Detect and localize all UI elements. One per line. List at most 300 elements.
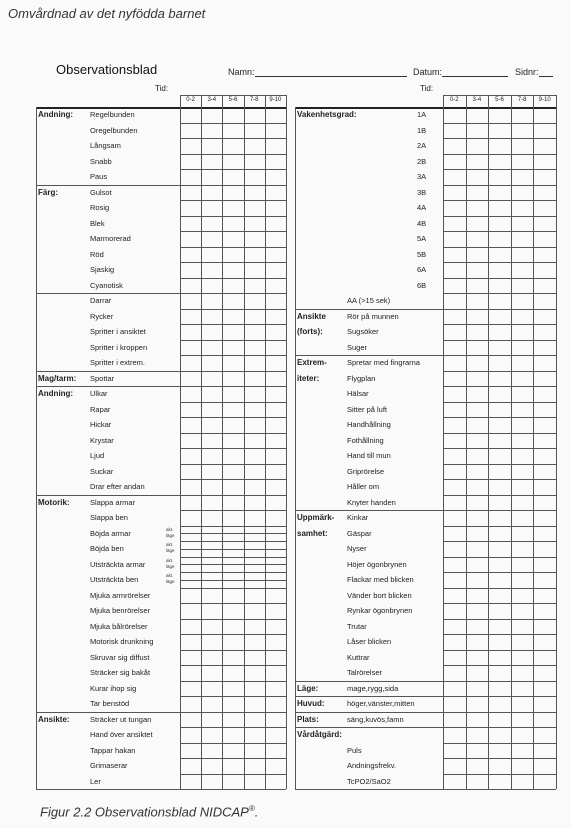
left-check-cell[interactable] <box>202 635 221 649</box>
right-check-cell[interactable] <box>467 387 488 401</box>
left-check-cell[interactable] <box>245 728 264 742</box>
left-check-cell[interactable] <box>266 139 285 153</box>
left-check-cell[interactable] <box>202 108 221 122</box>
left-check-cell[interactable] <box>223 279 242 293</box>
left-check-cell[interactable] <box>245 403 264 417</box>
right-check-cell[interactable] <box>534 155 555 169</box>
left-check-cell[interactable] <box>202 403 221 417</box>
left-check-cell[interactable] <box>266 124 285 138</box>
left-check-cell[interactable] <box>181 294 200 308</box>
left-check-cell[interactable] <box>266 465 285 479</box>
right-check-cell[interactable] <box>444 744 465 758</box>
right-check-cell[interactable] <box>467 279 488 293</box>
right-check-cell[interactable] <box>467 418 488 432</box>
right-check-cell[interactable] <box>534 418 555 432</box>
left-check-cell[interactable] <box>181 403 200 417</box>
left-check-cell[interactable] <box>266 418 285 432</box>
left-check-cell[interactable] <box>223 294 242 308</box>
right-check-cell[interactable] <box>489 620 510 634</box>
left-check-cell[interactable] <box>223 356 242 370</box>
left-check-cell[interactable] <box>202 496 221 510</box>
right-check-cell[interactable] <box>444 759 465 773</box>
left-check-cell[interactable] <box>245 635 264 649</box>
right-check-cell[interactable] <box>444 635 465 649</box>
right-check-cell[interactable] <box>467 527 488 541</box>
left-check-cell[interactable] <box>202 666 221 680</box>
left-check-cell[interactable] <box>223 620 242 634</box>
right-check-cell[interactable] <box>444 403 465 417</box>
left-check-cell[interactable] <box>202 418 221 432</box>
right-check-cell[interactable] <box>467 511 488 525</box>
left-check-cell[interactable] <box>245 155 264 169</box>
left-check-cell[interactable] <box>223 666 242 680</box>
left-check-cell[interactable] <box>245 682 264 696</box>
right-check-cell[interactable] <box>467 108 488 122</box>
left-check-cell[interactable] <box>202 434 221 448</box>
right-check-cell[interactable] <box>489 480 510 494</box>
left-check-cell[interactable] <box>223 155 242 169</box>
left-check-cell[interactable] <box>266 651 285 665</box>
left-check-cell[interactable] <box>202 728 221 742</box>
right-check-cell[interactable] <box>467 697 488 711</box>
right-check-cell[interactable] <box>444 201 465 215</box>
right-check-cell[interactable] <box>467 558 488 572</box>
left-check-cell[interactable] <box>223 449 242 463</box>
right-check-cell[interactable] <box>534 511 555 525</box>
right-check-cell[interactable] <box>444 217 465 231</box>
left-check-cell[interactable] <box>202 325 221 339</box>
right-check-cell[interactable] <box>512 449 533 463</box>
left-check-cell[interactable] <box>223 496 242 510</box>
left-check-cell[interactable] <box>245 387 264 401</box>
right-check-cell[interactable] <box>444 496 465 510</box>
right-check-cell[interactable] <box>512 310 533 324</box>
left-check-cell[interactable] <box>181 465 200 479</box>
right-check-cell[interactable] <box>444 186 465 200</box>
left-check-cell[interactable] <box>181 620 200 634</box>
right-check-cell[interactable] <box>489 341 510 355</box>
right-check-cell[interactable] <box>467 604 488 618</box>
right-check-cell[interactable] <box>467 480 488 494</box>
left-check-cell[interactable] <box>245 232 264 246</box>
right-check-cell[interactable] <box>444 139 465 153</box>
left-check-cell[interactable] <box>266 403 285 417</box>
left-check-cell[interactable] <box>245 170 264 184</box>
left-check-cell[interactable] <box>245 759 264 773</box>
right-check-cell[interactable] <box>534 170 555 184</box>
right-check-cell[interactable] <box>512 279 533 293</box>
right-check-cell[interactable] <box>534 666 555 680</box>
left-check-cell[interactable] <box>266 666 285 680</box>
left-check-cell[interactable] <box>181 372 200 386</box>
right-check-cell[interactable] <box>444 263 465 277</box>
right-check-cell[interactable] <box>467 434 488 448</box>
right-check-cell[interactable] <box>489 124 510 138</box>
right-check-cell[interactable] <box>489 496 510 510</box>
right-check-cell[interactable] <box>467 542 488 556</box>
right-check-cell[interactable] <box>467 573 488 587</box>
left-check-cell[interactable] <box>223 248 242 262</box>
left-check-cell[interactable] <box>223 480 242 494</box>
left-check-cell[interactable] <box>223 775 242 789</box>
right-check-cell[interactable] <box>489 713 510 727</box>
right-check-cell[interactable] <box>489 139 510 153</box>
right-check-cell[interactable] <box>489 527 510 541</box>
right-check-cell[interactable] <box>489 697 510 711</box>
right-check-cell[interactable] <box>534 372 555 386</box>
right-check-cell[interactable] <box>467 139 488 153</box>
left-check-cell[interactable] <box>181 124 200 138</box>
right-check-cell[interactable] <box>534 341 555 355</box>
left-check-cell[interactable] <box>223 713 242 727</box>
right-check-cell[interactable] <box>534 186 555 200</box>
right-check-cell[interactable] <box>444 713 465 727</box>
left-check-cell[interactable] <box>266 434 285 448</box>
right-check-cell[interactable] <box>512 651 533 665</box>
right-check-cell[interactable] <box>467 372 488 386</box>
right-check-cell[interactable] <box>512 356 533 370</box>
right-check-cell[interactable] <box>534 759 555 773</box>
right-check-cell[interactable] <box>534 480 555 494</box>
left-check-cell[interactable] <box>202 124 221 138</box>
left-check-cell[interactable] <box>245 651 264 665</box>
right-check-cell[interactable] <box>512 263 533 277</box>
left-check-cell[interactable] <box>245 418 264 432</box>
left-check-cell[interactable] <box>266 217 285 231</box>
right-check-cell[interactable] <box>489 604 510 618</box>
left-check-cell[interactable] <box>181 217 200 231</box>
right-check-cell[interactable] <box>534 496 555 510</box>
left-check-cell[interactable] <box>266 279 285 293</box>
right-check-cell[interactable] <box>489 744 510 758</box>
left-check-cell[interactable] <box>202 682 221 696</box>
left-check-cell[interactable] <box>181 682 200 696</box>
left-check-cell[interactable] <box>181 155 200 169</box>
right-check-cell[interactable] <box>512 744 533 758</box>
left-check-cell[interactable] <box>245 511 264 525</box>
left-check-cell[interactable] <box>266 713 285 727</box>
left-check-cell[interactable] <box>223 217 242 231</box>
right-check-cell[interactable] <box>512 558 533 572</box>
right-check-cell[interactable] <box>534 263 555 277</box>
right-check-cell[interactable] <box>467 713 488 727</box>
right-check-cell[interactable] <box>512 387 533 401</box>
left-check-cell[interactable] <box>223 465 242 479</box>
left-check-cell[interactable] <box>266 449 285 463</box>
right-check-cell[interactable] <box>512 155 533 169</box>
left-check-cell[interactable] <box>202 387 221 401</box>
right-check-cell[interactable] <box>444 294 465 308</box>
left-check-cell[interactable] <box>181 263 200 277</box>
left-check-cell[interactable] <box>223 589 242 603</box>
left-check-cell[interactable] <box>202 480 221 494</box>
left-check-cell[interactable] <box>245 434 264 448</box>
right-check-cell[interactable] <box>489 759 510 773</box>
right-check-cell[interactable] <box>444 589 465 603</box>
right-check-cell[interactable] <box>444 775 465 789</box>
right-check-cell[interactable] <box>534 201 555 215</box>
left-check-cell[interactable] <box>223 232 242 246</box>
right-check-cell[interactable] <box>534 434 555 448</box>
right-check-cell[interactable] <box>512 294 533 308</box>
left-check-cell[interactable] <box>202 775 221 789</box>
right-check-cell[interactable] <box>534 728 555 742</box>
right-check-cell[interactable] <box>489 217 510 231</box>
left-check-cell[interactable] <box>266 356 285 370</box>
left-check-cell[interactable] <box>181 248 200 262</box>
left-check-cell[interactable] <box>245 480 264 494</box>
right-check-cell[interactable] <box>467 744 488 758</box>
right-check-cell[interactable] <box>534 558 555 572</box>
left-check-cell[interactable] <box>181 201 200 215</box>
left-check-cell[interactable] <box>202 604 221 618</box>
right-check-cell[interactable] <box>534 279 555 293</box>
right-check-cell[interactable] <box>512 620 533 634</box>
left-check-cell[interactable] <box>181 775 200 789</box>
left-check-cell[interactable] <box>223 201 242 215</box>
right-check-cell[interactable] <box>512 403 533 417</box>
right-check-cell[interactable] <box>512 775 533 789</box>
left-check-cell[interactable] <box>223 263 242 277</box>
right-check-cell[interactable] <box>534 403 555 417</box>
left-check-cell[interactable] <box>202 232 221 246</box>
left-check-cell[interactable] <box>266 759 285 773</box>
left-check-cell[interactable] <box>245 449 264 463</box>
right-check-cell[interactable] <box>512 217 533 231</box>
left-check-cell[interactable] <box>245 108 264 122</box>
left-check-cell[interactable] <box>266 775 285 789</box>
right-check-cell[interactable] <box>512 139 533 153</box>
right-check-cell[interactable] <box>534 108 555 122</box>
right-check-cell[interactable] <box>467 759 488 773</box>
right-check-cell[interactable] <box>444 279 465 293</box>
left-check-cell[interactable] <box>202 201 221 215</box>
right-check-cell[interactable] <box>534 744 555 758</box>
left-check-cell[interactable] <box>181 232 200 246</box>
right-check-cell[interactable] <box>512 434 533 448</box>
right-check-cell[interactable] <box>489 728 510 742</box>
right-check-cell[interactable] <box>489 310 510 324</box>
left-check-cell[interactable] <box>181 651 200 665</box>
right-check-cell[interactable] <box>444 620 465 634</box>
left-check-cell[interactable] <box>181 325 200 339</box>
left-check-cell[interactable] <box>202 759 221 773</box>
left-check-cell[interactable] <box>245 341 264 355</box>
left-check-cell[interactable] <box>223 372 242 386</box>
right-check-cell[interactable] <box>489 449 510 463</box>
right-check-cell[interactable] <box>467 217 488 231</box>
right-check-cell[interactable] <box>444 449 465 463</box>
right-check-cell[interactable] <box>512 465 533 479</box>
left-check-cell[interactable] <box>223 418 242 432</box>
right-check-cell[interactable] <box>534 542 555 556</box>
right-check-cell[interactable] <box>467 356 488 370</box>
right-check-cell[interactable] <box>467 465 488 479</box>
right-check-cell[interactable] <box>512 248 533 262</box>
right-check-cell[interactable] <box>489 434 510 448</box>
right-check-cell[interactable] <box>534 387 555 401</box>
right-check-cell[interactable] <box>534 604 555 618</box>
right-check-cell[interactable] <box>467 682 488 696</box>
right-check-cell[interactable] <box>489 387 510 401</box>
left-check-cell[interactable] <box>223 403 242 417</box>
left-check-cell[interactable] <box>181 589 200 603</box>
left-check-cell[interactable] <box>266 341 285 355</box>
right-check-cell[interactable] <box>444 527 465 541</box>
left-check-cell[interactable] <box>202 155 221 169</box>
right-check-cell[interactable] <box>534 139 555 153</box>
right-check-cell[interactable] <box>534 713 555 727</box>
left-check-cell[interactable] <box>223 108 242 122</box>
right-check-cell[interactable] <box>512 542 533 556</box>
left-check-cell[interactable] <box>266 589 285 603</box>
left-check-cell[interactable] <box>202 511 221 525</box>
left-check-cell[interactable] <box>223 139 242 153</box>
right-check-cell[interactable] <box>444 573 465 587</box>
left-check-cell[interactable] <box>223 511 242 525</box>
right-check-cell[interactable] <box>489 186 510 200</box>
right-check-cell[interactable] <box>444 604 465 618</box>
right-check-cell[interactable] <box>444 682 465 696</box>
right-check-cell[interactable] <box>512 480 533 494</box>
left-check-cell[interactable] <box>223 387 242 401</box>
right-check-cell[interactable] <box>512 604 533 618</box>
right-check-cell[interactable] <box>467 232 488 246</box>
left-check-cell[interactable] <box>245 713 264 727</box>
left-check-cell[interactable] <box>181 697 200 711</box>
left-check-cell[interactable] <box>223 325 242 339</box>
left-check-cell[interactable] <box>181 170 200 184</box>
left-check-cell[interactable] <box>245 124 264 138</box>
right-check-cell[interactable] <box>489 279 510 293</box>
left-check-cell[interactable] <box>181 759 200 773</box>
right-check-cell[interactable] <box>444 418 465 432</box>
right-check-cell[interactable] <box>489 201 510 215</box>
left-check-cell[interactable] <box>245 201 264 215</box>
left-check-cell[interactable] <box>245 248 264 262</box>
left-check-cell[interactable] <box>245 279 264 293</box>
left-check-cell[interactable] <box>181 418 200 432</box>
left-check-cell[interactable] <box>266 232 285 246</box>
right-check-cell[interactable] <box>467 263 488 277</box>
right-check-cell[interactable] <box>512 713 533 727</box>
left-check-cell[interactable] <box>266 697 285 711</box>
right-check-cell[interactable] <box>512 108 533 122</box>
left-check-cell[interactable] <box>266 186 285 200</box>
left-check-cell[interactable] <box>181 635 200 649</box>
right-check-cell[interactable] <box>534 527 555 541</box>
left-check-cell[interactable] <box>223 728 242 742</box>
right-check-cell[interactable] <box>512 325 533 339</box>
left-check-cell[interactable] <box>245 465 264 479</box>
right-check-cell[interactable] <box>489 418 510 432</box>
left-check-cell[interactable] <box>223 697 242 711</box>
left-check-cell[interactable] <box>266 744 285 758</box>
left-check-cell[interactable] <box>202 170 221 184</box>
left-check-cell[interactable] <box>266 496 285 510</box>
right-check-cell[interactable] <box>534 651 555 665</box>
right-check-cell[interactable] <box>467 170 488 184</box>
left-check-cell[interactable] <box>245 356 264 370</box>
right-check-cell[interactable] <box>444 325 465 339</box>
left-check-cell[interactable] <box>181 666 200 680</box>
left-check-cell[interactable] <box>181 310 200 324</box>
left-check-cell[interactable] <box>202 697 221 711</box>
left-check-cell[interactable] <box>223 604 242 618</box>
right-check-cell[interactable] <box>512 124 533 138</box>
right-check-cell[interactable] <box>467 124 488 138</box>
right-check-cell[interactable] <box>467 449 488 463</box>
right-check-cell[interactable] <box>512 697 533 711</box>
right-check-cell[interactable] <box>444 108 465 122</box>
left-check-cell[interactable] <box>202 310 221 324</box>
right-check-cell[interactable] <box>512 341 533 355</box>
right-check-cell[interactable] <box>444 480 465 494</box>
left-check-cell[interactable] <box>266 728 285 742</box>
left-check-cell[interactable] <box>245 186 264 200</box>
right-check-cell[interactable] <box>444 341 465 355</box>
right-check-cell[interactable] <box>444 434 465 448</box>
right-check-cell[interactable] <box>467 186 488 200</box>
left-check-cell[interactable] <box>223 124 242 138</box>
right-check-cell[interactable] <box>534 697 555 711</box>
right-check-cell[interactable] <box>444 124 465 138</box>
left-check-cell[interactable] <box>181 387 200 401</box>
left-check-cell[interactable] <box>202 294 221 308</box>
right-check-cell[interactable] <box>489 775 510 789</box>
left-check-cell[interactable] <box>245 217 264 231</box>
right-check-cell[interactable] <box>467 294 488 308</box>
left-check-cell[interactable] <box>245 620 264 634</box>
left-check-cell[interactable] <box>202 139 221 153</box>
left-check-cell[interactable] <box>181 279 200 293</box>
right-check-cell[interactable] <box>444 666 465 680</box>
left-check-cell[interactable] <box>245 139 264 153</box>
right-check-cell[interactable] <box>512 682 533 696</box>
right-check-cell[interactable] <box>467 635 488 649</box>
left-check-cell[interactable] <box>223 682 242 696</box>
left-check-cell[interactable] <box>202 279 221 293</box>
right-check-cell[interactable] <box>489 682 510 696</box>
left-check-cell[interactable] <box>245 666 264 680</box>
left-check-cell[interactable] <box>266 155 285 169</box>
right-check-cell[interactable] <box>467 651 488 665</box>
right-check-cell[interactable] <box>444 558 465 572</box>
right-check-cell[interactable] <box>489 666 510 680</box>
left-check-cell[interactable] <box>181 744 200 758</box>
right-check-cell[interactable] <box>512 232 533 246</box>
right-check-cell[interactable] <box>467 248 488 262</box>
right-check-cell[interactable] <box>534 217 555 231</box>
right-check-cell[interactable] <box>489 356 510 370</box>
right-check-cell[interactable] <box>534 248 555 262</box>
left-check-cell[interactable] <box>202 620 221 634</box>
right-check-cell[interactable] <box>489 263 510 277</box>
left-check-cell[interactable] <box>266 201 285 215</box>
right-check-cell[interactable] <box>512 589 533 603</box>
left-check-cell[interactable] <box>223 170 242 184</box>
right-check-cell[interactable] <box>467 496 488 510</box>
right-check-cell[interactable] <box>444 232 465 246</box>
right-check-cell[interactable] <box>489 635 510 649</box>
right-check-cell[interactable] <box>534 635 555 649</box>
left-check-cell[interactable] <box>181 511 200 525</box>
right-check-cell[interactable] <box>467 620 488 634</box>
left-check-cell[interactable] <box>202 449 221 463</box>
right-check-cell[interactable] <box>489 232 510 246</box>
left-check-cell[interactable] <box>266 604 285 618</box>
right-check-cell[interactable] <box>444 155 465 169</box>
